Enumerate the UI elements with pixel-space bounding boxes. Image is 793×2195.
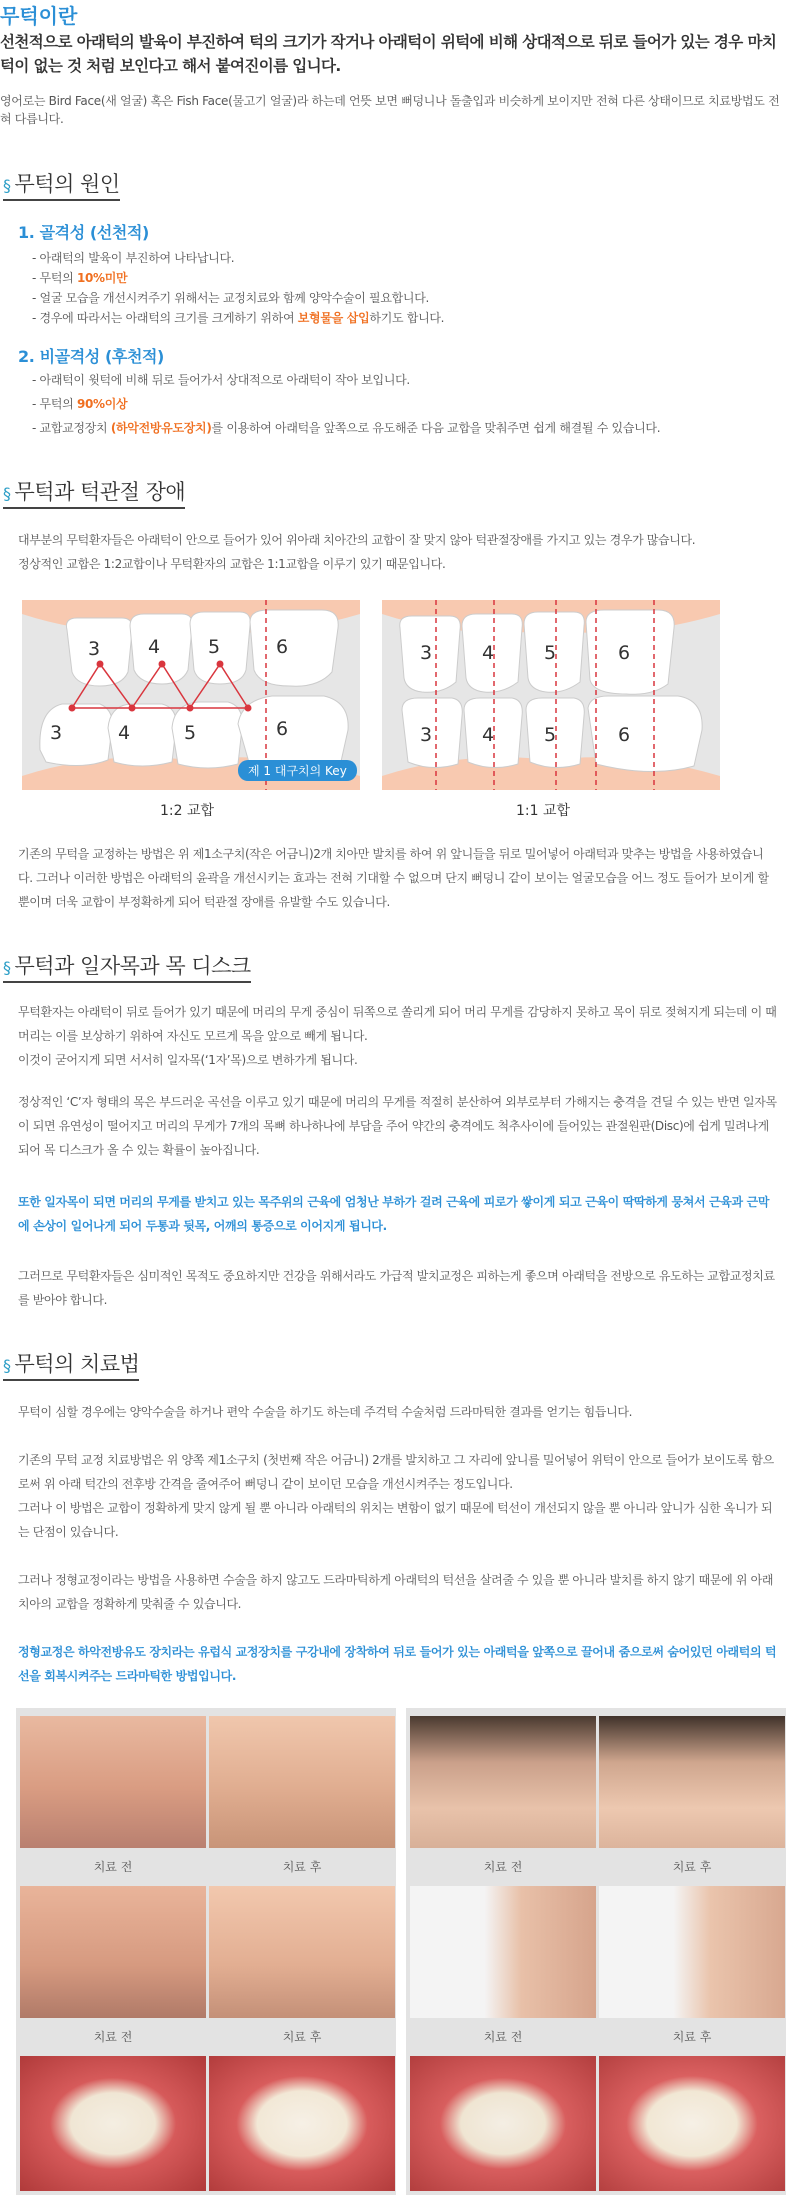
figure-caption-1-1: 1:1 교합 — [516, 803, 571, 819]
section-heading-treatment — [3, 1352, 139, 1381]
after-label: 치료 후 — [672, 2030, 712, 2044]
bullet-text: - 무턱의 — [32, 271, 77, 285]
neck-paragraph-2: 이것이 굳어지게 되면 서서히 일자목(‘1자’목)으로 변하가게 됩니다. — [18, 1053, 358, 1067]
neck-paragraph-3: 정상적인 ‘C’자 형태의 목은 부드러운 곡선을 이루고 있기 때문에 머리의 무게를 적절히 분산하여 외부로부터 가해지는 충격을 견딜 수 있는 반면 일자목이 되면 유연성이 떨어지고 머리의 무게가 7개의 목뼈 하나하나에 부담을 주어 약간의 충격에도 척추사이에 들어있는 관절원판(Disc)에 쉽게 밀려나게 되어 목 디스크가 올 수 있는 확률이 높아집니다. — [18, 1095, 777, 1157]
treatment-paragraph-5: 정형교정은 하악전방유도 장치라는 유럽식 교정장치를 구강내에 장착하여 뒤로 들어가 있는 아래턱을 앞쪽으로 끌어내 줌으로써 숨어있던 아래턱의 턱선을 회복시켜주는 드라마틱한 방법입니다. — [18, 1645, 777, 1683]
case-1-side-before-photo — [20, 1886, 206, 2018]
after-label: 치료 후 — [672, 1860, 712, 1874]
bullet-text: 하기도 합니다. — [369, 311, 445, 325]
case-1-front-before-photo — [20, 1716, 206, 1848]
lower-tooth-number: 4 — [118, 722, 131, 744]
section-mark-icon: § — [3, 176, 11, 195]
molar-key-label: 제 1 대구치의 Key — [238, 760, 357, 781]
bullet-text: - 교합교정장치 — [32, 421, 111, 435]
after-label: 치료 후 — [282, 2030, 322, 2044]
bullet-text: - 경우에 따라서는 아래턱의 크기를 크게하기 위하여 — [32, 311, 298, 325]
cause-nonskeletal-bullet-3 — [32, 418, 660, 438]
lower-tooth-number: 6 — [618, 724, 631, 746]
lead-text: 선천적으로 아래턱의 발육이 부진하여 턱의 크기가 작거나 아래턱이 위턱에 비해 상대적으로 뒤로 들어가 있는 경우 마치 턱이 없는 것 처럼 보인다고 해서 붙여진이름 입니다. — [0, 33, 777, 75]
section-heading-text: 무턱과 일자목과 목 디스크 — [14, 954, 251, 978]
cause-skeletal-bullet-2 — [32, 268, 127, 288]
section-mark-icon: § — [3, 484, 11, 503]
cause-skeletal-bullet-4 — [32, 308, 444, 328]
highlight-text: 10%미만 — [76, 271, 128, 285]
case-2-teeth-after-photo — [599, 2056, 785, 2191]
intro-text: 영어로는 Bird Face(새 얼굴) 혹은 Fish Face(물고기 얼굴)라 하는데 언뜻 보면 뻐덩니나 돌출입과 비슷하게 보이지만 전혀 다른 상태이므로 치료방법도 전혀 다릅니다. — [0, 94, 780, 126]
cause-nonskeletal-bullet-2 — [32, 394, 127, 414]
before-label: 치료 전 — [483, 1860, 523, 1874]
before-label: 치료 전 — [93, 2030, 133, 2044]
tmj-paragraph-1: 대부분의 무턱환자들은 아래턱이 안으로 들어가 있어 위아래 치아간의 교합이 잘 맞지 않아 턱관절장애를 가지고 있는 경우가 많습니다. — [18, 533, 696, 547]
section-mark-icon: § — [3, 1356, 11, 1375]
highlight-text: 90%이상 — [76, 397, 128, 411]
figure-caption-1-2: 1:2 교합 — [160, 803, 215, 819]
lower-tooth-number: 3 — [420, 724, 433, 746]
occlusion-diagram-1-2 — [22, 600, 360, 790]
section-heading-tmj — [3, 480, 185, 509]
upper-tooth-number: 4 — [148, 636, 161, 658]
section-heading-text: 무턱의 원인 — [14, 172, 120, 196]
case-2-side-before-photo — [410, 1886, 596, 2018]
neck-paragraph-4: 또한 일자목이 되면 머리의 무게를 받치고 있는 목주위의 근육에 엄청난 부하가 걸려 근육에 피로가 쌓이게 되고 근육이 딱딱하게 뭉쳐서 근육과 근막에 손상이 일어나게 되어 두통과 뒷목, 어깨의 통증으로 이어지게 됩니다. — [18, 1195, 770, 1233]
section-heading-causes — [3, 172, 120, 201]
upper-tooth-number: 5 — [544, 642, 557, 664]
upper-tooth-number: 5 — [208, 636, 221, 658]
page-title: 무턱이란 — [0, 4, 78, 28]
tmj-paragraph-2: 정상적인 교합은 1:2교합이나 무턱환자의 교합은 1:1교합을 이루기 있기 때문입니다. — [18, 557, 446, 571]
cause-nonskeletal-title: 2. 비골격성 (후천적) — [18, 347, 164, 366]
case-2-photo-panel — [406, 1708, 786, 2195]
treatment-paragraph-1: 무턱이 심할 경우에는 양악수술을 하거나 편악 수술을 하기도 하는데 주걱턱 수술처럼 드라마틱한 결과를 얻기는 힘듭니다. — [18, 1405, 633, 1419]
cause-nonskeletal-bullet-1: - 아래턱이 윗턱에 비해 뒤로 들어가서 상대적으로 아래턱이 작아 보입니다. — [32, 373, 410, 387]
lower-tooth-number: 3 — [50, 722, 63, 744]
case-2-front-before-photo — [410, 1716, 596, 1848]
neck-paragraph-5: 그러므로 무턱환자들은 심미적인 목적도 중요하지만 건강을 위해서라도 가급적 발치교정은 피하는게 좋으며 아래턱을 전방으로 유도하는 교합교정치료를 받아야 합니다. — [18, 1269, 775, 1307]
neck-paragraph-1: 무턱환자는 아래턱이 뒤로 들어가 있기 때문에 머리의 무게 중심이 뒤쪽으로 쏠리게 되어 머리 무게를 감당하지 못하고 목이 뒤로 젖혀지게 되는데 이 때 머리는 이를 보상하기 위하여 자신도 모르게 목을 앞으로 빼게 됩니다. — [18, 1005, 777, 1043]
before-label: 치료 전 — [93, 1860, 133, 1874]
case-1-teeth-after-photo — [209, 2056, 395, 2191]
cause-skeletal-bullet-3: - 얼굴 모습을 개선시켜주기 위해서는 교정치료와 함께 양악수술이 필요합니다. — [32, 291, 430, 305]
cause-skeletal-bullet-1: - 아래턱의 발육이 부진하여 나타납니다. — [32, 251, 235, 265]
upper-tooth-number: 6 — [276, 636, 289, 658]
section-heading-text: 무턱의 치료법 — [14, 1352, 140, 1376]
treatment-paragraph-2: 기존의 무턱 교정 치료방법은 위 양쪽 제1소구치 (첫번째 작은 어금니) 2개를 발치하고 그 자리에 앞니를 밀어넣어 위턱이 안으로 들어가 보이도록 함으로써 위 아래 턱간의 전후방 간격을 줄여주어 뻐덩니 같이 보이던 모습을 개선시켜주는 정도입니다. — [18, 1453, 774, 1491]
highlight-text: 보형물을 삽입 — [297, 311, 370, 325]
case-2-front-after-photo — [599, 1716, 785, 1848]
bullet-text: - 무턱의 — [32, 397, 77, 411]
occlusion-diagram-svg — [382, 600, 720, 790]
section-heading-neck — [3, 954, 251, 983]
after-label: 치료 후 — [282, 1860, 322, 1874]
tmj-paragraph-3: 기존의 무턱을 교정하는 방법은 위 제1소구치(작은 어금니)2개 치아만 발치를 하여 위 앞니들을 뒤로 밀어넣어 아래턱과 맞추는 방법을 사용하였습니다. 그러나 이러한 방법은 아래턱의 윤곽을 개선시키는 효과는 전혀 기대할 수 없으며 단지 뻐덩니 같이 보이는 얼굴모습을 어느 정도 들어가 보이게 할 뿐이며 더욱 교합이 부정확하게 되어 턱관절 장애를 유발할 수도 있습니다. — [18, 847, 769, 909]
bullet-text: 를 이용하여 아래턱을 앞쪽으로 유도해준 다음 교합을 맞춰주면 쉽게 해결될 수 있습니다. — [211, 421, 661, 435]
case-2-teeth-before-photo — [410, 2056, 596, 2191]
highlight-text: (하악전방유도장치) — [110, 421, 212, 435]
lower-tooth-number: 6 — [276, 718, 289, 740]
lower-tooth-number: 5 — [544, 724, 557, 746]
case-1-front-after-photo — [209, 1716, 395, 1848]
upper-tooth-number: 6 — [618, 642, 631, 664]
case-1-photo-panel — [16, 1708, 396, 2195]
lower-tooth-number: 5 — [184, 722, 197, 744]
occlusion-diagram-1-1 — [382, 600, 720, 790]
section-heading-text: 무턱과 턱관절 장애 — [14, 480, 186, 504]
upper-tooth-number: 3 — [88, 638, 101, 660]
before-label: 치료 전 — [483, 2030, 523, 2044]
lower-tooth-number: 4 — [482, 724, 495, 746]
case-2-side-after-photo — [599, 1886, 785, 2018]
treatment-paragraph-3: 그러나 이 방법은 교합이 정확하게 맞지 않게 될 뿐 아니라 아래턱의 위치는 변함이 없기 때문에 턱선이 개선되지 않을 뿐 아니라 앞니가 심한 옥니가 되는 단점이 있습니다. — [18, 1501, 773, 1539]
cause-skeletal-title: 1. 골격성 (선천적) — [18, 223, 149, 242]
treatment-paragraph-4: 그러나 정형교정이라는 방법을 사용하면 수술을 하지 않고도 드라마틱하게 아래턱의 턱선을 살려줄 수 있을 뿐 아니라 발치를 하지 않기 때문에 위 아래 치아의 교합을 정확하게 맞춰줄 수 있습니다. — [18, 1573, 774, 1611]
section-mark-icon: § — [3, 958, 11, 977]
upper-tooth-number: 3 — [420, 642, 433, 664]
case-1-teeth-before-photo — [20, 2056, 206, 2191]
upper-tooth-number: 4 — [482, 642, 495, 664]
case-1-side-after-photo — [209, 1886, 395, 2018]
